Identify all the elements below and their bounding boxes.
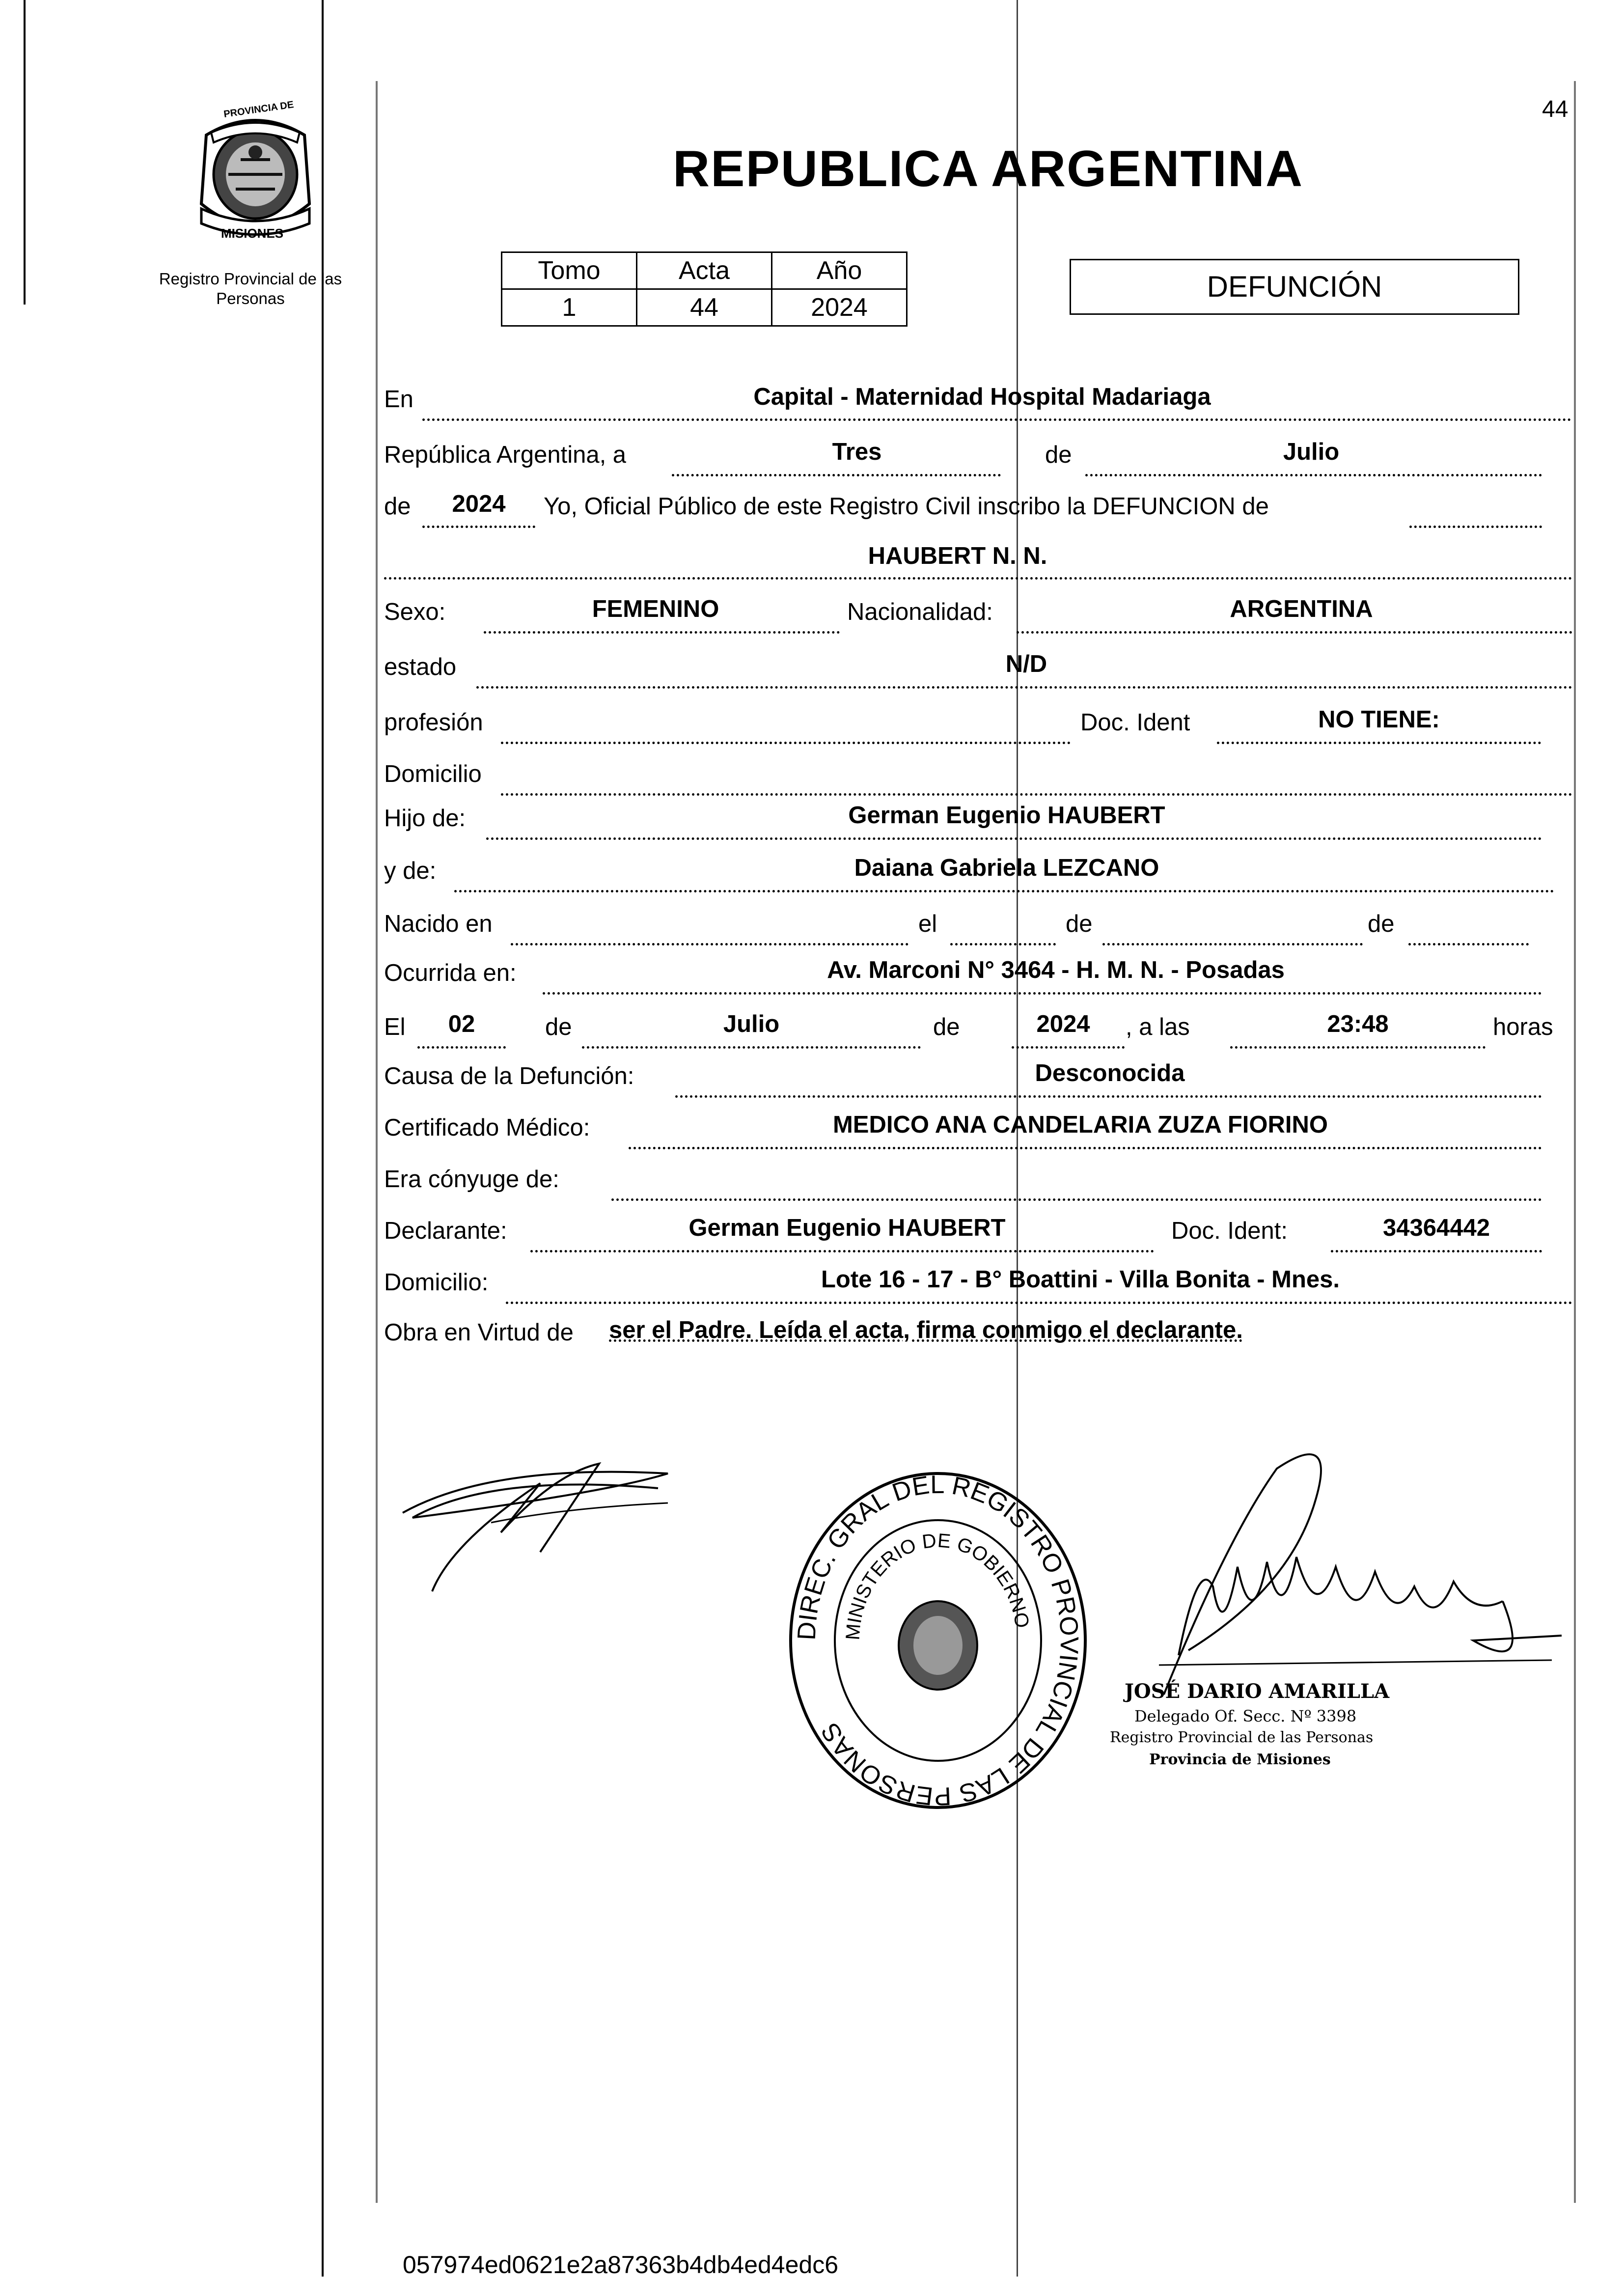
month-value: Julio xyxy=(1283,439,1340,465)
alas-label: , a las xyxy=(1126,1014,1190,1040)
nacionalidad-line xyxy=(1017,631,1572,634)
death-year: 2024 xyxy=(1036,1011,1090,1037)
day-value: Tres xyxy=(832,439,882,465)
page-number: 44 xyxy=(1542,96,1569,122)
death-month-line xyxy=(582,1046,921,1049)
domicilio2-value: Lote 16 - 17 - B° Boattini - Villa Bonita - Mnes. xyxy=(821,1266,1340,1293)
doc2-line xyxy=(1331,1250,1542,1252)
doc2-label: Doc. Ident: xyxy=(1171,1218,1288,1244)
estado-value: N/D xyxy=(1005,651,1047,677)
el-label: el xyxy=(918,911,937,937)
registry-label: Registro Provincial de las Personas xyxy=(159,270,342,307)
ocurrida-line xyxy=(543,992,1542,995)
intro-text: Yo, Oficial Público de este Registro Civil inscribo la DEFUNCION de xyxy=(544,493,1269,520)
declarante-label: Declarante: xyxy=(384,1218,507,1244)
act-type-box: DEFUNCIÓN xyxy=(1070,259,1519,315)
declarante-value: German Eugenio HAUBERT xyxy=(688,1215,1006,1241)
year-line xyxy=(422,526,535,528)
intro-line xyxy=(1409,526,1542,528)
profesion-line xyxy=(501,742,1071,744)
death-year-line xyxy=(1012,1046,1125,1049)
cert-value: MEDICO ANA CANDELARIA ZUZA FIORINO xyxy=(832,1112,1328,1138)
death-day: 02 xyxy=(448,1011,475,1037)
death-day-line xyxy=(417,1046,506,1049)
official-signature xyxy=(1129,1439,1571,1714)
domicilio2-label: Domicilio: xyxy=(384,1269,489,1296)
profesion-label: profesión xyxy=(384,709,483,736)
volume-header-ano: Año xyxy=(772,252,907,289)
cert-line xyxy=(629,1147,1542,1149)
de-label-6: de xyxy=(933,1014,960,1040)
deceased-line xyxy=(384,577,1572,580)
official-org: Registro Provincial de las Personas xyxy=(1110,1729,1374,1746)
registry-stamp xyxy=(781,1469,1095,1812)
cert-label: Certificado Médico: xyxy=(384,1114,590,1141)
volume-value-tomo: 1 xyxy=(502,289,637,326)
volume-table xyxy=(501,251,908,327)
birth-month-line xyxy=(1102,943,1363,945)
domicilio2-line xyxy=(506,1302,1572,1304)
en-value: Capital - Maternidad Hospital Madariaga xyxy=(753,384,1211,410)
sexo-line xyxy=(484,631,840,634)
form-left-border xyxy=(376,81,378,2203)
doc-label: Doc. Ident xyxy=(1080,709,1190,736)
causa-line xyxy=(675,1095,1542,1098)
left-border-line xyxy=(24,0,26,305)
declarante-line xyxy=(530,1250,1154,1252)
de-label-2: de xyxy=(384,493,411,520)
ocurrida-value: Av. Marconi N° 3464 - H. M. N. - Posadas xyxy=(827,957,1285,983)
en-line xyxy=(422,418,1571,421)
father-line xyxy=(486,837,1542,840)
declarant-signature xyxy=(393,1444,697,1606)
ocurrida-label: Ocurrida en: xyxy=(384,960,517,986)
de-label-3: de xyxy=(1066,911,1093,937)
volume-value-ano: 2024 xyxy=(772,289,907,326)
crest-bottom-text: MISIONES xyxy=(221,226,284,241)
official-name: JOSÉ DARIO AMARILLA xyxy=(1125,1680,1390,1703)
day-line xyxy=(672,474,1001,476)
page-title: REPUBLICA ARGENTINA xyxy=(673,140,1304,197)
nacionalidad-label: Nacionalidad: xyxy=(847,599,993,625)
nacido-line xyxy=(511,943,908,945)
doc-line xyxy=(1217,742,1541,744)
mother-value: Daiana Gabriela LEZCANO xyxy=(854,855,1159,881)
stamp-outer-text: DIREC. GRAL DEL REGISTRO PROVINCIAL DE LAS PERSONAS xyxy=(792,1470,1084,1811)
sexo-value: FEMENINO xyxy=(592,596,719,622)
official-province: Provincia de Misiones xyxy=(1149,1751,1331,1768)
obra-value: ser el Padre. Leída el acta, firma conmigo el declarante. xyxy=(609,1317,1243,1343)
mother-line xyxy=(454,890,1554,892)
conyuge-label: Era cónyuge de: xyxy=(384,1166,559,1193)
conyuge-line xyxy=(611,1198,1542,1201)
de-label-4: de xyxy=(1368,911,1395,937)
document-hash: 057974ed0621e2a87363b4db4ed4edc6 xyxy=(403,2251,839,2279)
form-right-border xyxy=(1574,81,1576,2203)
death-time: 23:48 xyxy=(1327,1011,1389,1037)
republica-label: República Argentina, a xyxy=(384,442,627,468)
doc2-value: 34364442 xyxy=(1382,1215,1490,1241)
domicilio-label: Domicilio xyxy=(384,761,482,787)
father-value: German Eugenio HAUBERT xyxy=(848,802,1165,829)
hijo-label: Hijo de: xyxy=(384,805,466,832)
death-time-line xyxy=(1230,1046,1486,1049)
de-label-5: de xyxy=(545,1014,572,1040)
doc-value: NO TIENE: xyxy=(1318,706,1440,733)
yde-label: y de: xyxy=(384,858,437,884)
de-label-1: de xyxy=(1045,442,1072,468)
month-line xyxy=(1085,474,1542,476)
nacionalidad-value: ARGENTINA xyxy=(1230,596,1373,622)
en-label: En xyxy=(384,386,413,413)
obra-label: Obra en Virtud de xyxy=(384,1319,574,1346)
volume-header-acta: Acta xyxy=(637,252,772,289)
birth-day-line xyxy=(950,943,1056,945)
causa-label: Causa de la Defunción: xyxy=(384,1063,634,1089)
sexo-label: Sexo: xyxy=(384,599,446,625)
year-value: 2024 xyxy=(452,491,506,517)
volume-header-tomo: Tomo xyxy=(502,252,637,289)
estado-label: estado xyxy=(384,654,457,680)
stamp-inner-text: MINISTERIO DE GOBIERNO xyxy=(842,1529,1033,1641)
el2-label: El xyxy=(384,1014,406,1040)
horas-label: horas xyxy=(1493,1014,1553,1040)
official-role: Delegado Of. Secc. Nº 3398 xyxy=(1134,1707,1357,1725)
domicilio-line xyxy=(501,793,1572,796)
binding-line xyxy=(322,0,324,2277)
volume-value-acta: 44 xyxy=(637,289,772,326)
birth-year-line xyxy=(1408,943,1529,945)
causa-value: Desconocida xyxy=(1035,1060,1185,1086)
death-month: Julio xyxy=(723,1011,780,1037)
deceased-name: HAUBERT N. N. xyxy=(868,543,1047,569)
nacido-label: Nacido en xyxy=(384,911,493,937)
estado-line xyxy=(476,686,1572,689)
crest-top-text: PROVINCIA DE xyxy=(223,99,295,120)
